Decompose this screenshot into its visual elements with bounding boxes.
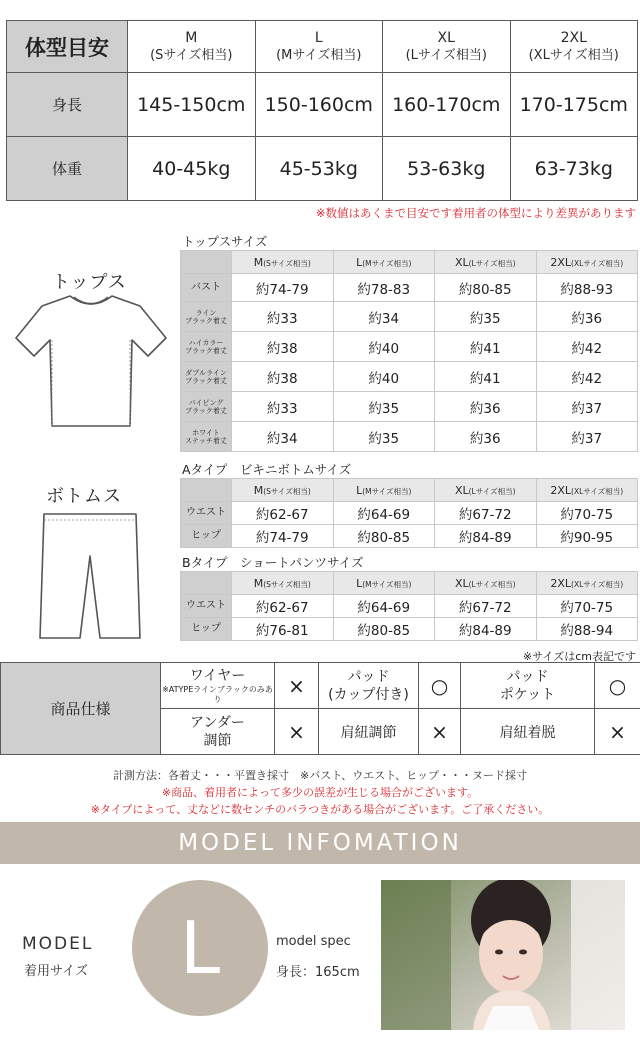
table-cell: 約41	[435, 332, 537, 362]
bottoms-label: ボトムス	[46, 486, 122, 507]
row-label-hip: ヒップ	[181, 525, 232, 548]
row-label-white-stitch: ホワイト ステッチ着丈	[181, 422, 232, 452]
body-type-col-xl: XL (Lサイズ相当)	[383, 21, 511, 73]
table-cell: 約76-81	[232, 618, 334, 641]
size-header-2xl: 2XL(XLサイズ相当)	[536, 479, 638, 502]
table-cell: 約35	[333, 422, 435, 452]
spec-pad-pocket: パッド ポケット	[461, 663, 595, 709]
table-cell: 約33	[232, 392, 334, 422]
table-cell: 約42	[536, 362, 638, 392]
measure-method-note: 計測方法：各着丈・・・平置き採寸 ※バスト、ウエスト、ヒップ・・・ヌード採寸	[113, 769, 527, 782]
spec-strap-adjust: 肩紐調節	[319, 709, 419, 755]
table-cell: 約70-75	[536, 595, 638, 618]
spec-mark: ×	[419, 709, 461, 755]
model-info-banner: MODEL INFOMATION	[0, 822, 640, 864]
table-cell: 150-160cm	[255, 73, 383, 137]
row-label-waist: ウエスト	[181, 595, 232, 618]
spec-mark: ×	[275, 709, 319, 755]
table-header-corner	[181, 251, 232, 274]
model-size-label: 着用サイズ	[24, 964, 88, 979]
table-cell: 約62-67	[232, 595, 334, 618]
table-cell: 約40	[333, 362, 435, 392]
body-type-title: 体型目安	[7, 21, 128, 73]
table-cell: 約38	[232, 362, 334, 392]
table-cell: 約35	[333, 392, 435, 422]
table-cell: 約42	[536, 332, 638, 362]
table-cell: 約90-95	[536, 525, 638, 548]
size-header-2xl: 2XL(XLサイズ相当)	[536, 572, 638, 595]
size-header-l: L(Mサイズ相当)	[333, 572, 435, 595]
table-cell: 63-73kg	[510, 137, 638, 201]
table-header-corner	[181, 479, 232, 502]
row-label-hip: ヒップ	[181, 618, 232, 641]
tops-label: トップス	[52, 272, 127, 293]
warning-note: ※商品、着用者によって多少の誤差が生じる場合がございます。	[161, 786, 479, 799]
table-cell: 約38	[232, 332, 334, 362]
row-label-line-black: ライン ブラック着丈	[181, 302, 232, 332]
table-cell: 約88-94	[536, 618, 638, 641]
size-header-l: L(Mサイズ相当)	[333, 479, 435, 502]
bikini-bottom-size-table	[180, 478, 638, 548]
cm-unit-note: ※サイズはcm表記です	[522, 650, 636, 663]
row-label-double-line: ダブルライン ブラック着丈	[181, 362, 232, 392]
table-cell: 約74-79	[232, 525, 334, 548]
table-cell: 約36	[435, 392, 537, 422]
spec-mark: ○	[419, 663, 461, 709]
row-label-high-collar: ハイカラー ブラック着丈	[181, 332, 232, 362]
product-spec-table	[0, 662, 640, 755]
table-cell: 約64-69	[333, 595, 435, 618]
table-cell: 170-175cm	[510, 73, 638, 137]
table-cell: 53-63kg	[383, 137, 511, 201]
table-cell: 約80-85	[435, 274, 537, 302]
spec-mark: ×	[275, 663, 319, 709]
spec-mark: ○	[595, 663, 640, 709]
table-cell: 約62-67	[232, 502, 334, 525]
warning-note: ※タイプによって、丈などに数センチのバラつきがある場合がございます。ご了承ください。	[90, 803, 550, 816]
spec-under-adjust: アンダー 調節	[161, 709, 275, 755]
size-header-2xl: 2XL(XLサイズ相当)	[536, 251, 638, 274]
table-cell: 約84-89	[435, 525, 537, 548]
table-cell: 160-170cm	[383, 73, 511, 137]
shorts-icon	[36, 508, 144, 644]
table-cell: 約41	[435, 362, 537, 392]
table-cell: 約84-89	[435, 618, 537, 641]
spec-title: 商品仕様	[1, 663, 161, 755]
bikini-bottom-caption: Aタイプ ビキニボトムサイズ	[182, 462, 352, 477]
spec-pad: パッド (カップ付き)	[319, 663, 419, 709]
body-type-col-2xl: 2XL (XLサイズ相当)	[510, 21, 638, 73]
model-label: MODEL	[22, 934, 94, 954]
size-header-m: M(Sサイズ相当)	[232, 251, 334, 274]
model-height: 身長：165cm	[276, 965, 360, 980]
table-cell: 40-45kg	[128, 137, 256, 201]
size-header-xl: XL(Lサイズ相当)	[435, 251, 537, 274]
table-cell: 約36	[536, 302, 638, 332]
table-cell: 約70-75	[536, 502, 638, 525]
row-label-height: 身長	[7, 73, 128, 137]
spec-mark: ×	[595, 709, 640, 755]
row-label-weight: 体重	[7, 137, 128, 201]
body-type-col-m: M (Sサイズ相当)	[128, 21, 256, 73]
row-label-piping: パイピング ブラック着丈	[181, 392, 232, 422]
short-pants-size-table	[180, 571, 638, 641]
table-cell: 約67-72	[435, 502, 537, 525]
table-cell: 約78-83	[333, 274, 435, 302]
model-photo	[381, 880, 625, 1030]
model-spec-label: model spec	[276, 934, 351, 949]
table-cell: 45-53kg	[255, 137, 383, 201]
table-cell: 約80-85	[333, 618, 435, 641]
size-header-m: M(Sサイズ相当)	[232, 479, 334, 502]
table-cell: 約74-79	[232, 274, 334, 302]
table-cell: 約35	[435, 302, 537, 332]
body-type-col-l: L (Mサイズ相当)	[255, 21, 383, 73]
table-cell: 約33	[232, 302, 334, 332]
table-cell: 約80-85	[333, 525, 435, 548]
tops-size-caption: トップスサイズ	[182, 234, 268, 249]
row-label-bust: バスト	[181, 274, 232, 302]
table-cell: 約34	[232, 422, 334, 452]
table-cell: 約67-72	[435, 595, 537, 618]
body-type-table	[6, 20, 638, 201]
size-header-xl: XL(Lサイズ相当)	[435, 572, 537, 595]
table-header-corner	[181, 572, 232, 595]
table-cell: 約88-93	[536, 274, 638, 302]
table-cell: 約36	[435, 422, 537, 452]
body-type-note: ※数値はあくまで目安です着用者の体型により差異があります	[315, 206, 636, 220]
size-header-m: M(Sサイズ相当)	[232, 572, 334, 595]
tshirt-icon	[12, 290, 170, 432]
table-cell: 約37	[536, 422, 638, 452]
table-cell: 約34	[333, 302, 435, 332]
table-cell: 約64-69	[333, 502, 435, 525]
size-header-l: L(Mサイズ相当)	[333, 251, 435, 274]
size-header-xl: XL(Lサイズ相当)	[435, 479, 537, 502]
short-pants-caption: Bタイプ ショートパンツサイズ	[182, 555, 364, 570]
spec-strap-detach: 肩紐着脱	[461, 709, 595, 755]
table-cell: 145-150cm	[128, 73, 256, 137]
spec-wire: ワイヤー ※ATYPEラインブラックのみあり	[161, 663, 275, 709]
table-cell: 約40	[333, 332, 435, 362]
tops-size-table	[180, 250, 638, 452]
model-size-badge: L	[132, 880, 268, 1016]
table-cell: 約37	[536, 392, 638, 422]
row-label-waist: ウエスト	[181, 502, 232, 525]
